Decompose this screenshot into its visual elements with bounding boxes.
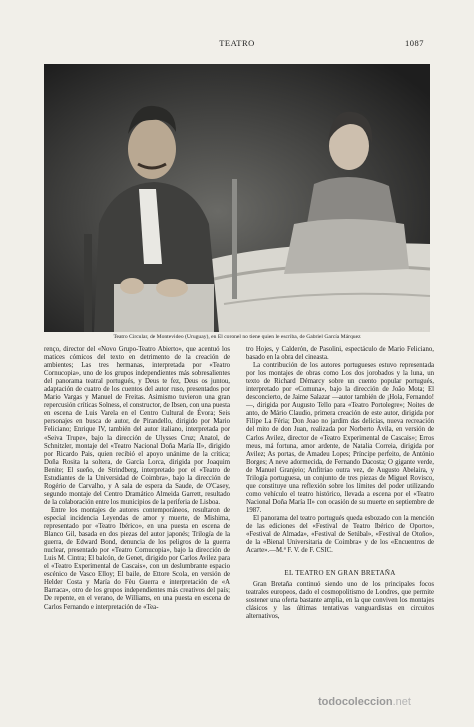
watermark-brand: todocoleccion	[318, 696, 393, 708]
stage-photo-illustration	[44, 64, 430, 332]
paragraph: La contribución de los autores portugueses estuvo representada por los montajes de obras como Los dos jorobados y la luna, un texto de Richard Démarcy sobre un cuento popular portugués, interpretado por «Comuna», bajo la dirección de João Mota; El desconcierto, de Jaime Salazar —autor también de ¡Hola, Fernando!—, dirigida por Augusto Tello para «Teatro Portolegre»; Noites de anto, de Mário Claudio, primera creación de este autor, dirigida por Filipe La Féria; Don Joao no jardim das delicias, nueva recreación del mito de don Juan, realizada por Norberto Ávila, en versión de Carlos Avilez, director de «Teatro Experimental de Cascais»; Erros meus, má fortuna, amor ardente, de Natalia Correia, dirigida por Avilez; As portas, de Amadeu Lopes; Príncipe perfeito, de António Borges; A neve adormecida, de Fernando Dacosta; O gigante verde, de Manuel Granjeio; Anfitriao outra vez, de Augusto Abelaira, y Trilogía portuguesa, un conjunto de tres piezas de Miguel Rovisco, que constituye una reflexión sobre los límites del poder utilizando como vehículo el teatro histórico, llevada a escena por el «Teatro Nacional Doña María II» con ocasión de su muerte en septiembre de 1987.	[246, 362, 434, 514]
stage-photo	[44, 64, 430, 332]
watermark	[318, 696, 411, 708]
paragraph: renço, director del «Novo Grupo-Teatro Abierto», que acentuó los matices cómicos del texto en detrimento de la creación de ambientes; Las tres hermanas, interpretada por «Teatro Cornucopia», uno de los grupos independientes más sobresalientes del panorama teatral portugués, y Deus te fez, Deus os juntou, adaptación de cuatro de los cuentos del autor ruso, presentados por Mario Vargas y Manuel de Freitas. Asimismo tuvieron una gran repercusión críticas Solness, el constructor, de Ibsen, con una puesta en escena de Luis Varela en el Centro Cultural de Évora; Seis personajes en busca de autor, de Pirandello, dirigido por Mario Feliciano; Enrique IV, también del autor italiano, interpretada por «Seiva Trupe», bajo la dirección de Ulysses Cruz; Anatol, de Schnitzler, montaje del «Teatro Nacional Doña María II», dirigido por Ricardo Pais, quien recibió el apoyo unánime de la crítica; Doña Rosita la soltera, de García Lorca, dirigida por Joaquim Benite; El sueño, de Strindberg, interpretado por el «Teatro de Estudiantes de la Universidad de Coimbra», bajo la dirección de Rogério de Carvalho, y A sala de espera da Saude, de O'Casey, segundo montaje del Centro Dramático Almeida Garrett, resultado de la colaboración entre los municipios de la periferia de Lisboa.	[44, 346, 230, 506]
section-title: TEATRO	[219, 38, 255, 48]
left-column	[44, 346, 230, 612]
paragraph: Gran Bretaña continuó siendo uno de los principales focos teatrales europeos, dado el cosmopolitismo de Londres, que permite sostener una oferta bastante amplia, en la que conviven los montajes clásicos y las últimas tentativas vanguardistas en circuitos alternativos,	[246, 581, 434, 621]
paragraph: Entre los montajes de autores contemporáneos, resultaron de especial incidencia Leyendas de amor y muerte, de Mishima, representado por «Teatro Ibérico», en una puesta en escena de Blanco Gil, basada en dos piezas del autor japonés; Trilogía de la guerra, de Edward Bond, denuncia de los peligros de la guerra nuclear, presentado por «Teatro Cornucopia», bajo la dirección de Luis M. Cintra; El balcón, de Genet, dirigido por Carlos Avilez para el «Teatro Experimental de Cascais», con un deslumbrante espacio escénico de Vasco Elloy; El baile, de Ettore Scola, en versión de Helder Costa y María do Fèu Guerra e interpretación de «A Barraca», otro de los grupos independientes más creativos del país; De repente, en el verano, de Williams, en una puesta en escena de Carlos Fernando e interpretación de «Tea-	[44, 506, 230, 611]
photo-caption: Teatro Circular, de Montevideo (Uruguay), en El coronel no tiene quien le escriba, de Gabriel García Márquez	[113, 334, 361, 340]
right-column	[246, 346, 434, 622]
paragraph: tro Hojes, y Calderón, de Pasolini, espectáculo de Mario Feliciano, basado en la obra del cineasta.	[246, 346, 434, 362]
watermark-suffix: .net	[392, 696, 411, 708]
paragraph: El panorama del teatro portugués queda esbozado con la mención de las ediciones del «Festival de Teatro Ibérico de Oporto», «Festival de Almada», «Festival de Setúbal», «Festival de Otoño», de la «Bienal Universitaria de Coimbra» y de los «Encuentros de Acarte».—M.ª F. V. de F. CSIC.	[246, 514, 434, 555]
section-heading: EL TEATRO EN GRAN BRETAÑA	[284, 569, 396, 578]
page-number: 1087	[405, 38, 424, 48]
